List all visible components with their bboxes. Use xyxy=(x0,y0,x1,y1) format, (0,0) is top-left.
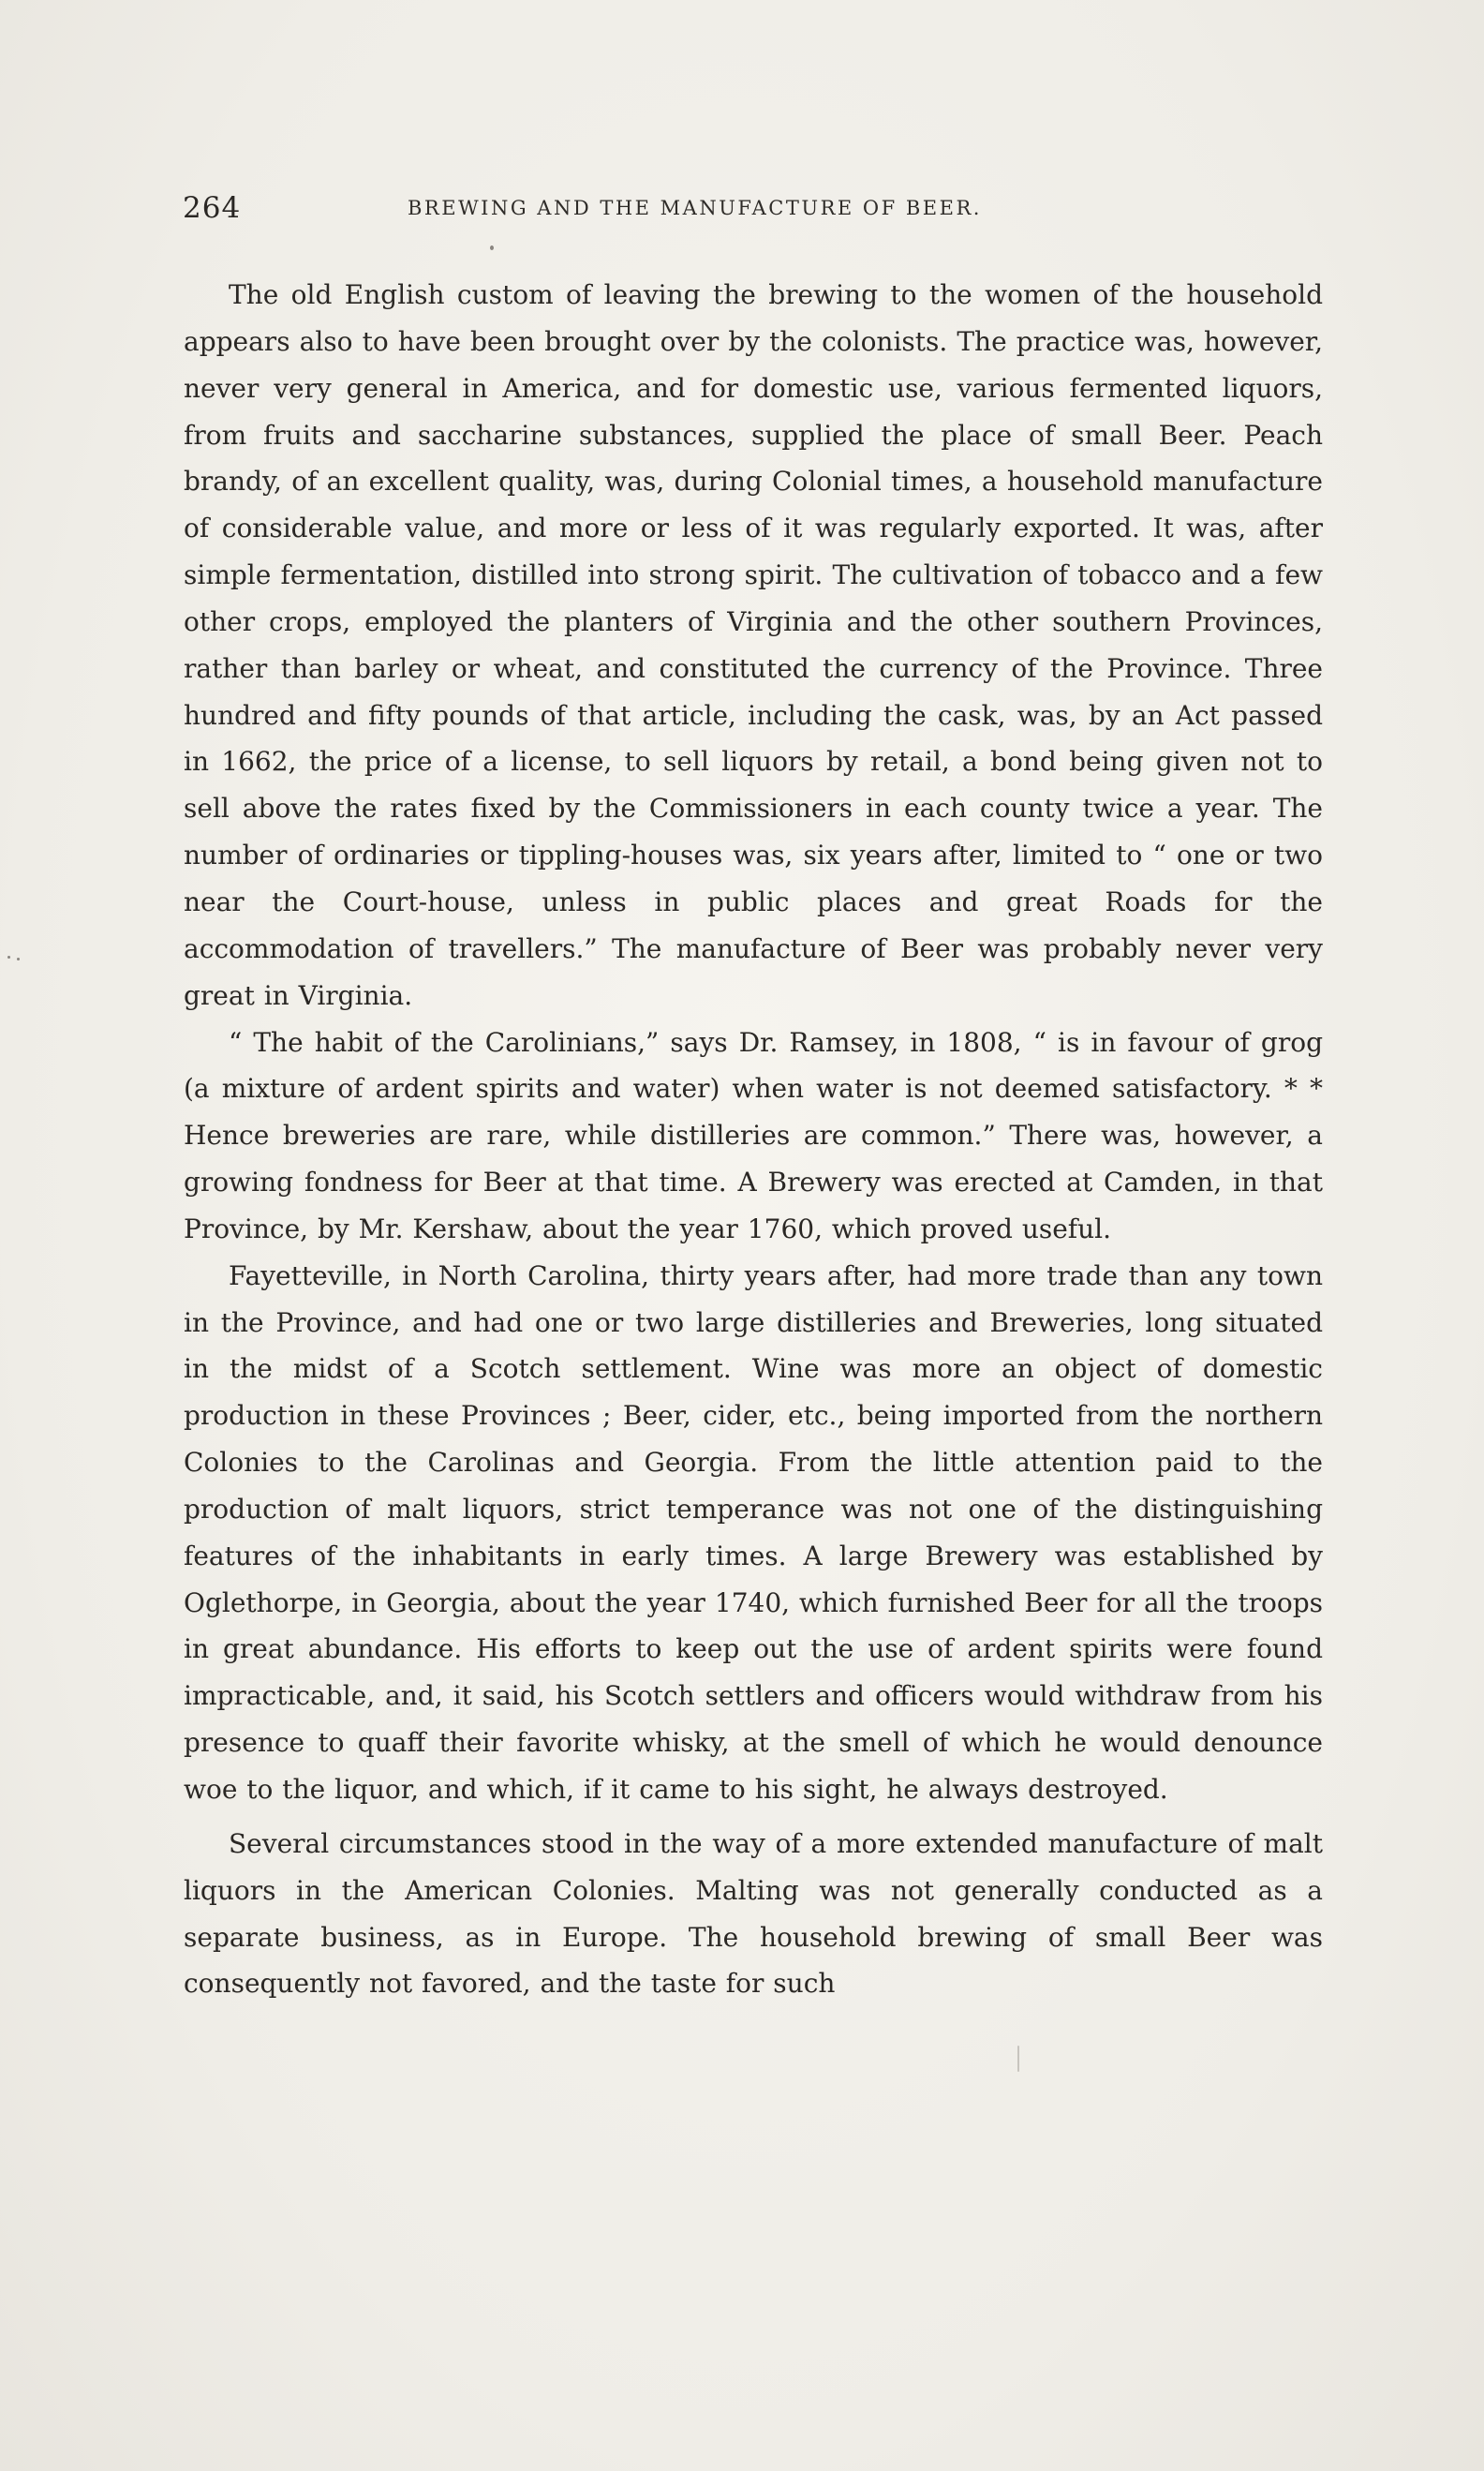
paragraph-carolinians: “ The habit of the Carolinians,” says Dr. Ramsey, in 1808, “ is in favour of grog (a mixture of ardent spirits and water) when water is not deemed satisfactory. * * Hence breweries are rare, while distilleries are common.” There was, however, a growing fondness for Beer at that time. A Brewery was erected at Camden, in that Province, by Mr. Kershaw, about the year 1760, which proved useful. xyxy=(184,1026,1323,1244)
body-text xyxy=(184,272,1323,2007)
paper-speck xyxy=(7,956,10,959)
paper-speck xyxy=(490,246,494,250)
paper-speck xyxy=(17,958,20,960)
running-head xyxy=(183,191,1335,229)
paper-speck xyxy=(1017,2046,1019,2072)
running-title: BREWING AND THE MANUFACTURE OF BEER. xyxy=(408,197,982,219)
paragraph-fayetteville: Fayetteville, in North Carolina, thirty years after, had more trade than any town in the Province, and had one or two large distilleries and Breweries, long situated in the midst of a Scotch settlement. Wine was more an object of domestic production in these Provinces ; Beer, cider, etc., being imported from the northern Colonies to the Carolinas and Georgia. From the little attention paid to the production of malt liquors, strict temperance was not one of the distinguishing features of the inhabitants in early times. A large Brewery was established by Oglethorpe, in Georgia, about the year 1740, which furnished Beer for all the troops in great abundance. His efforts to keep out the use of ardent spirits were found impracticable, and, it said, his Scotch settlers and officers would withdraw from his presence to quaff their favorite whisky, at the smell of which he would denounce woe to the liquor, and which, if it came to his sight, he always destroyed. xyxy=(184,1259,1323,1805)
paragraph-circumstances: Several circumstances stood in the way of a more extended manufacture of malt liquors in the American Colonies. Malting was not generally conducted as a separate business, as in Europe. The household brewing of small Beer was consequently not favored, and the taste for such xyxy=(184,1827,1323,2000)
paragraph-colonial-brewing: The old English custom of leaving the brewing to the women of the household appears also to have been brought over by the colonists. The practice was, however, never very general in America, and for domestic use, various fermented liquors, from fruits and saccharine substances, supplied the place of small Beer. Peach brandy, of an excellent quality, was, during Colonial times, a household manufacture of considerable value, and more or less of it was regularly exported. It was, after simple fermentation, distilled into strong spirit. The cultivation of tobacco and a few other crops, employed the planters of Virginia and the other southern Provinces, rather than barley or wheat, and constituted the currency of the Province. Three hundred and fifty pounds of that article, including the cask, was, by an Act passed in 1662, the price of a license, to sell liquors by retail, a bond being given not to sell above the rates fixed by the Commissioners in each county twice a year. The number of ordinaries or tippling-houses was, six years after, limited to “ one or two near the Court-house, unless in public places and great Roads for the accommodation of travellers.” The manufacture of Beer was probably never very great in Virginia. xyxy=(184,279,1323,1011)
page-number: 264 xyxy=(183,191,242,225)
